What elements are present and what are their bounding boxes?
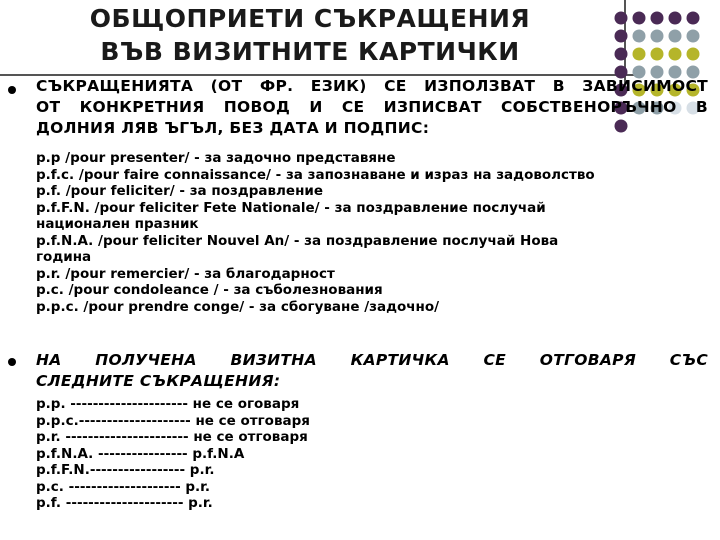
bullet-icon — [8, 86, 16, 94]
list-item: p.f. /pour feliciter/ - за поздравление — [36, 183, 324, 199]
decorative-dot — [651, 12, 664, 25]
section1-heading-line: ДОЛНИЯ ЛЯВ ЪГЪЛ, БЕЗ ДАТА И ПОДПИС: — [36, 119, 430, 137]
list-item: p.f.c. /pour faire connaissance/ - за запознаване и израз на задоволство — [36, 166, 595, 183]
list-item: p.p.c. /pour prendre conge/ - за сбогуване /задочно/ — [36, 298, 440, 315]
section2-list — [36, 396, 310, 512]
section1-heading-line: ОТ КОНКРЕТНИЯ ПОВОД И СЕ ИЗПИСВАТ СОБСТВЕНОРЪЧНО В — [36, 98, 708, 116]
page-title — [30, 2, 590, 68]
decorative-dot — [687, 12, 700, 25]
section2-heading — [36, 350, 708, 392]
decorative-dot — [633, 12, 646, 25]
list-item: p.f.N.A. /pour feliciter Nouvel An/ - за поздравление послучай Нова — [36, 232, 559, 249]
list-item: p.c. -------------------- p.r. — [36, 478, 211, 495]
list-item: p.r. /pour remercier/ - за благодарност — [36, 265, 335, 282]
decorative-dot — [615, 48, 628, 61]
list-item: p.c. /pour condoleance / - за съболезнования — [36, 282, 383, 298]
decorative-dot — [687, 48, 700, 61]
section2-heading-line: СЛЕДНИТЕ СЪКРАЩЕНИЯ: — [36, 372, 281, 390]
section1-heading-line: СЪКРАЩЕНИЯТА (ОТ ФР. ЕЗИК) СЕ ИЗПОЛЗВАТ В ЗАВИСИМОСТ — [36, 77, 708, 95]
section1-heading — [36, 76, 708, 139]
decorative-dot — [633, 30, 646, 43]
decorative-dot — [615, 12, 628, 25]
bullet-icon — [8, 358, 16, 366]
decorative-dot — [669, 48, 682, 61]
list-item: p.p.c.-------------------- не се отговаря — [36, 412, 310, 429]
title-line-2: ВЪВ ВИЗИТНИТЕ КАРТИЧКИ — [100, 37, 520, 66]
decorative-dot — [633, 48, 646, 61]
title-line-1: ОБЩОПРИЕТИ СЪКРАЩЕНИЯ — [89, 4, 531, 33]
list-item: p.f.F.N. /pour feliciter Fete Nationale/ - за поздравление послучай — [36, 199, 546, 216]
list-item: година — [36, 249, 92, 265]
decorative-dot — [669, 12, 682, 25]
list-item: p.f.F.N.----------------- p.r. — [36, 462, 215, 478]
list-item: p.p /pour presenter/ - за задочно представяне — [36, 150, 396, 166]
list-item: p.p. --------------------- не се оговаря — [36, 396, 300, 412]
decorative-dot — [615, 30, 628, 43]
section1-list — [36, 150, 595, 315]
decorative-dot — [651, 48, 664, 61]
list-item: p.f. --------------------- p.r. — [36, 495, 213, 511]
list-item: национален празник — [36, 216, 199, 232]
decorative-dot — [669, 30, 682, 43]
section2-heading-line: НА ПОЛУЧЕНА ВИЗИТНА КАРТИЧКА СЕ ОТГОВАРЯ СЪС — [36, 351, 708, 369]
decorative-dot — [651, 30, 664, 43]
list-item: p.r. ---------------------- не се отговаря — [36, 429, 308, 445]
list-item: p.f.N.A. ---------------- p.f.N.A — [36, 445, 245, 462]
decorative-dot — [687, 30, 700, 43]
